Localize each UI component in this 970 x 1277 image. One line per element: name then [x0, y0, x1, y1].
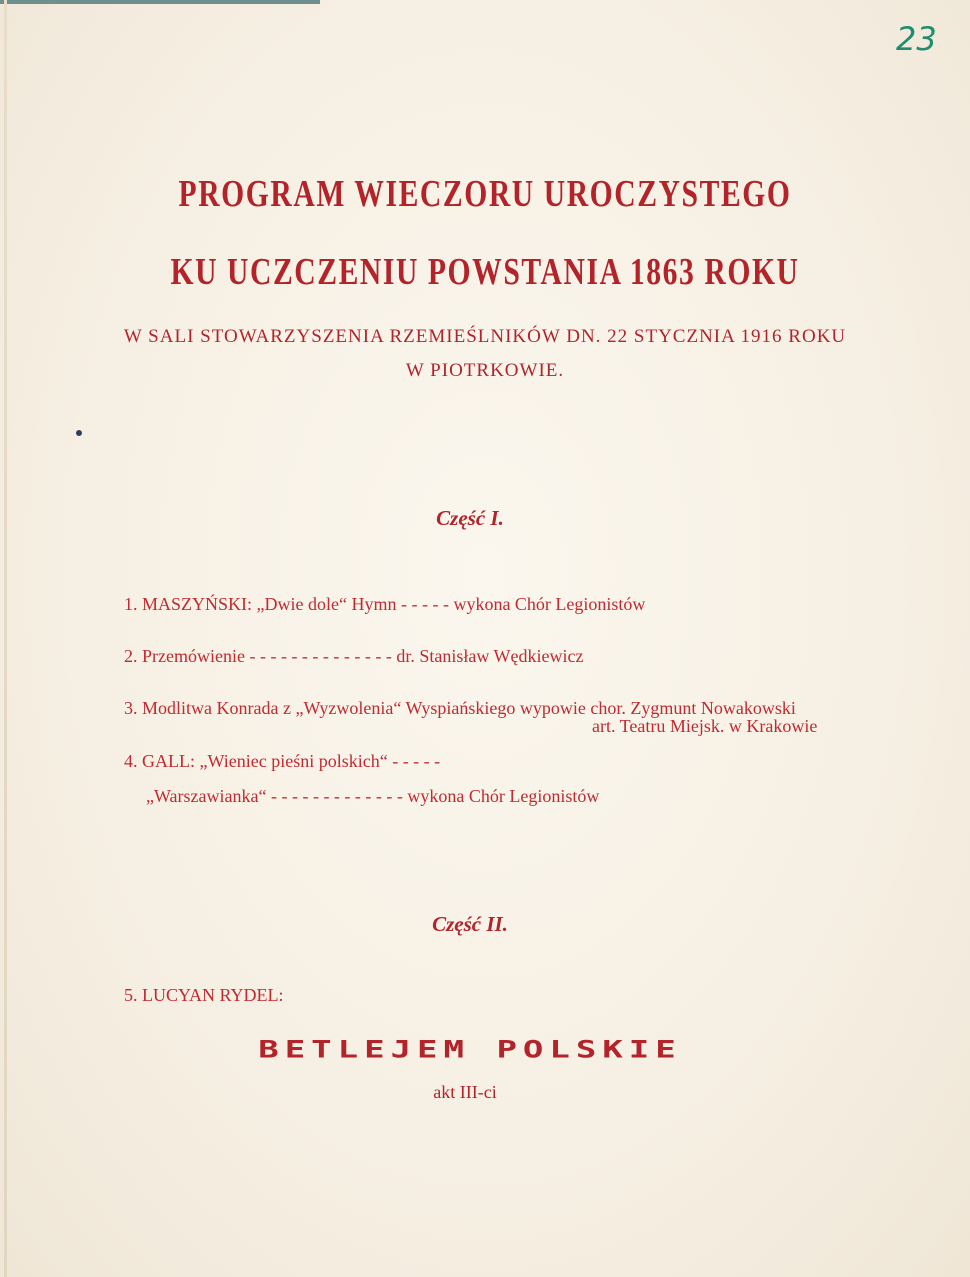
part-2-heading: Część II. [432, 912, 508, 936]
subtitle-line-1: W SALI STOWARZYSZENIA RZEMIEŚLNIKÓW DN. 22 STYCZNIA 1916 ROKU [123, 326, 847, 347]
program-item-3: 3. Modlitwa Konrada z „Wyzwolenia“ Wyspiańskiego wypowie chor. Zygmunt Nowakowski [124, 698, 796, 718]
ink-dot [76, 430, 82, 436]
play-title: BETLEJEM POLSKIE [258, 1036, 682, 1064]
act-label: akt III-ci [433, 1082, 497, 1102]
program-item-1: 1. MASZYŃSKI: „Dwie dole“ Hymn - - - - - wykona Chór Legionistów [124, 594, 646, 614]
program-item-3-continuation: art. Teatru Miejsk. w Krakowie [592, 716, 818, 736]
program-item-5: 5. LUCYAN RYDEL: [124, 985, 284, 1005]
title-line-2: KU UCZCZENIU POWSTANIA 1863 ROKU [170, 251, 800, 293]
program-item-4: 4. GALL: „Wieniec pieśni polskich“ - - - - - [124, 751, 441, 771]
title-line-1: PROGRAM WIECZORU UROCZYSTEGO [178, 173, 792, 215]
part-1-heading: Część I. [436, 506, 504, 530]
program-item-4-sub: „Warszawianka“ - - - - - - - - - - - - - wykona Chór Legionistów [146, 786, 600, 806]
subtitle-line-2: W PIOTRKOWIE. [405, 360, 565, 381]
top-edge-line [0, 0, 320, 4]
handwritten-page-number: 23 [896, 20, 937, 58]
program-item-2: 2. Przemówienie - - - - - - - - - - - - - - dr. Stanisław Wędkiewicz [124, 646, 584, 666]
